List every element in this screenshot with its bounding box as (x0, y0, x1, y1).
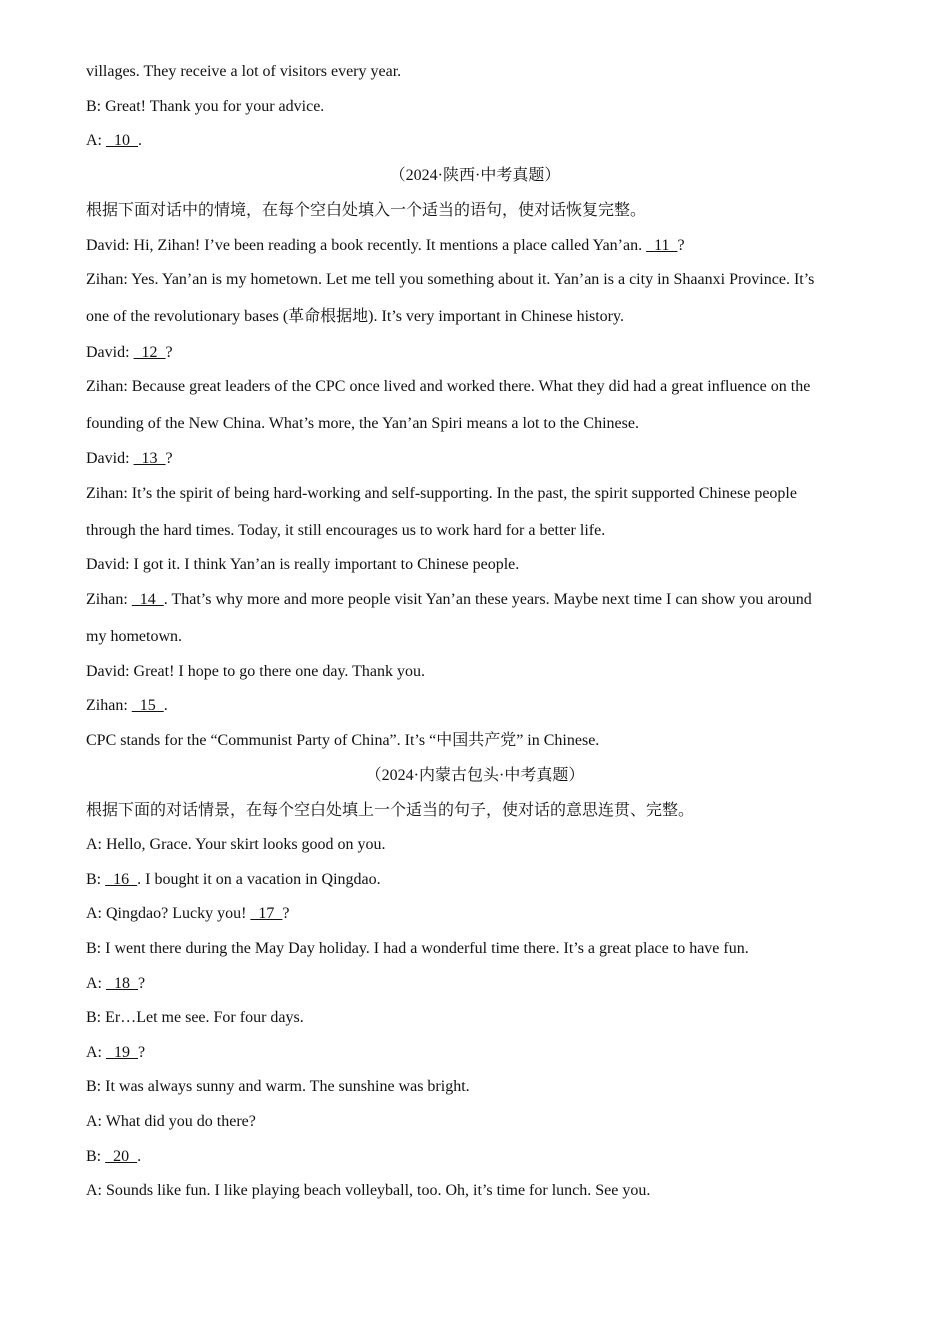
text-line: B: Great! Thank you for your advice. (86, 98, 325, 115)
dialogue-line: A: Qingdao? Lucky you! 17 ? (86, 905, 290, 922)
blank-14[interactable]: 14 (131, 591, 164, 608)
blank-15[interactable]: 15 (131, 697, 164, 714)
dialogue-line: David: 13 ? (86, 450, 173, 467)
dialogue-line: B: I went there during the May Day holiday. I had a wonderful time there. It’s a great place to have fun. (86, 940, 749, 957)
blank-18[interactable]: 18 (106, 975, 138, 992)
dialogue-line: B: 16 . I bought it on a vacation in Qingdao. (86, 871, 381, 888)
dialogue-line: Zihan: It’s the spirit of being hard-working and self-supporting. In the past, the spirit supported Chinese people (86, 485, 797, 502)
dialogue-line: David: 12 ? (86, 344, 173, 361)
blank-13[interactable]: 13 (133, 450, 166, 467)
blank-19[interactable]: 19 (106, 1044, 138, 1061)
instruction-text: 根据下面的对话情景，在每个空白处填上一个适当的句子，使对话的意思连贯、完整。 (86, 802, 695, 819)
instruction-text: 根据下面对话中的情境，在每个空白处填入一个适当的语句，使对话恢复完整。 (86, 202, 647, 219)
dialogue-line: B: Er…Let me see. For four days. (86, 1009, 304, 1026)
blank-16[interactable]: 16 (105, 871, 138, 888)
dialogue-line: A: What did you do there? (86, 1113, 256, 1130)
dialogue-line: David: Great! I hope to go there one day. Thank you. (86, 663, 426, 680)
source-heading: （2024·内蒙古包头·中考真题） (365, 767, 585, 784)
dialogue-line: A: Sounds like fun. I like playing beach volleyball, too. Oh, it’s time for lunch. See you. (86, 1182, 651, 1199)
dialogue-line: founding of the New China. What’s more, the Yan’an Spiri means a lot to the Chinese. (86, 415, 639, 432)
dialogue-line: Zihan: Because great leaders of the CPC once lived and worked there. What they did had a great influence on the (86, 378, 811, 395)
blank-12[interactable]: 12 (133, 344, 166, 361)
dialogue-line: my hometown. (86, 628, 182, 645)
note-text: CPC stands for the “Communist Party of China”. It’s “中国共产党” in Chinese. (86, 732, 600, 749)
dialogue-line: Zihan: 15 . (86, 697, 168, 714)
dialogue-line: A: 19 ? (86, 1044, 146, 1061)
dialogue-line: one of the revolutionary bases (革命根据地). It’s very important in Chinese history. (86, 308, 624, 325)
dialogue-line: B: It was always sunny and warm. The sunshine was bright. (86, 1078, 470, 1095)
blank-11[interactable]: 11 (646, 237, 678, 254)
blank-17[interactable]: 17 (250, 905, 283, 922)
text-line: villages. They receive a lot of visitors every year. (86, 63, 402, 80)
dialogue-line: A: 10 . (86, 132, 142, 149)
blank-20[interactable]: 20 (105, 1148, 138, 1165)
dialogue-line: through the hard times. Today, it still encourages us to work hard for a better life. (86, 522, 606, 539)
source-heading: （2024·陕西·中考真题） (389, 167, 561, 184)
dialogue-line: B: 20 . (86, 1148, 142, 1165)
dialogue-line: A: Hello, Grace. Your skirt looks good on you. (86, 836, 386, 853)
dialogue-line: David: I got it. I think Yan’an is really important to Chinese people. (86, 556, 520, 573)
dialogue-line: Zihan: 14 . That’s why more and more people visit Yan’an these years. Maybe next time I can show you around (86, 591, 812, 608)
blank-10[interactable]: 10 (106, 132, 138, 149)
dialogue-line: Zihan: Yes. Yan’an is my hometown. Let me tell you something about it. Yan’an is a city in Shaanxi Province. It’s (86, 271, 815, 288)
dialogue-line: David: Hi, Zihan! I’ve been reading a book recently. It mentions a place called Yan’an. 11 ? (86, 237, 685, 254)
dialogue-line: A: 18 ? (86, 975, 146, 992)
